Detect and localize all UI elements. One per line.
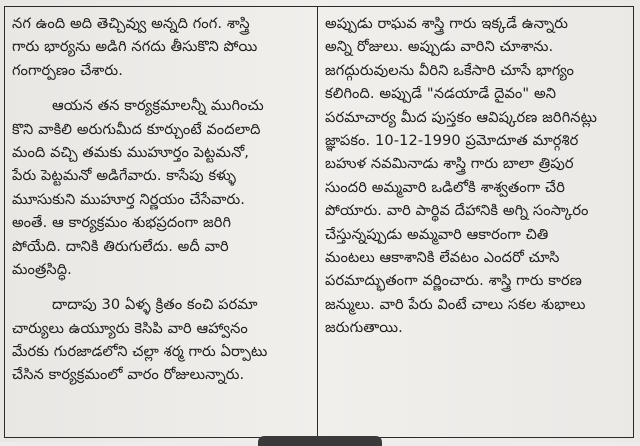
text-line: చార్యులు ఉయ్యూరు కెసిపి వారి ఆహ్వానం <box>12 319 248 337</box>
right-column <box>325 12 633 339</box>
text-line: పరమాద్భుతంగా వర్ణించారు. శాస్త్రి గారు కారణ <box>325 272 582 290</box>
text-line: జ్ఞాపకం. 10-12-1990 ప్రమోదూత మార్గశిర <box>325 131 579 149</box>
text-line: మంత్రసిద్ధి. <box>12 260 72 278</box>
text-line: కొని వాకిలి అరుగుమీద కూర్చుంటే వందలాది <box>12 120 261 138</box>
text-line: మేరకు గురజాడలోని చల్లా శర్మ గారు ఏర్పాటు <box>12 343 268 361</box>
text-line: కలిగింది. అప్పుడే "నడయాడే దైవం" అని <box>325 85 557 103</box>
page-tab-marker <box>258 436 382 446</box>
text-line: జరుగుతాయి. <box>325 319 403 337</box>
text-line: గారు భార్యను అడిగి నగదు తీసుకొని పోయి <box>12 38 258 56</box>
text-line: పరమాచార్య మీద పుస్తకం ఆవిష్కరణ జరిగినట్లు <box>325 108 598 126</box>
text-line: అన్ని రోజులు. అప్పుడు వారిని చూశాను. <box>325 38 554 56</box>
text-line: జగద్గురువులను వీరిని ఒకేసారి చూసే భాగ్యం <box>325 61 575 79</box>
text-line: మూసుకుని ముహూర్త నిర్ణయం చేసేవారు. <box>12 190 246 208</box>
text-line: బహుళ నవమినాడు శాస్త్రి గారు బాలా త్రిపుర <box>325 155 574 173</box>
text-line: నగ ఉంది అది తెచ్చివ్వు అన్నది గంగ. శాస్త్రి <box>12 15 250 32</box>
text-line: మంది వచ్చి తమకు ముహూర్తం పెట్టమనో, <box>12 143 250 161</box>
paragraph-start-line: దాదాపు 30 ఏళ్ళ క్రితం కంచి పరమా <box>52 296 258 314</box>
left-column <box>12 12 312 387</box>
text-line: పేరు పెట్టమనో అడిగేవారు. కాసేపు కళ్ళు <box>12 167 237 185</box>
column-divider <box>317 6 318 438</box>
text-line: అప్పుడు రాఘవ శాస్త్రి గారు ఇక్కడే ఉన్నారు <box>325 15 569 32</box>
paragraph-start-line: ఆయన తన కార్యక్రమాలన్నీ ముగించు <box>52 97 264 115</box>
text-line: పోయారు. వారి పార్థివ దేహానికి అగ్ని సంస్కారం <box>325 202 589 220</box>
text-line: చేసిన కార్యక్రమంలో వారం రోజులున్నారు. <box>12 366 245 384</box>
text-line: అంతే. ఆ కార్యక్రమం శుభప్రదంగా జరిగి <box>12 214 232 232</box>
text-line: మంటలు ఆకాశానికి లేవటం ఎందరో చూసి <box>325 248 560 266</box>
text-line: చేస్తున్నప్పుడు అమ్మవారి ఆకారంగా చితి <box>325 225 549 243</box>
text-line: గంగార్పణం చేశారు. <box>12 61 123 79</box>
text-line: జన్ములు. వారి పేరు వింటే చాలు సకల శుభాలు <box>325 295 586 313</box>
text-line: పోయేది. దానికి తిరుగులేదు. అదీ వారి <box>12 237 229 255</box>
text-line: సుందరి అమ్మవారి ఒడిలోకి శాశ్వతంగా చేరి <box>325 178 566 196</box>
